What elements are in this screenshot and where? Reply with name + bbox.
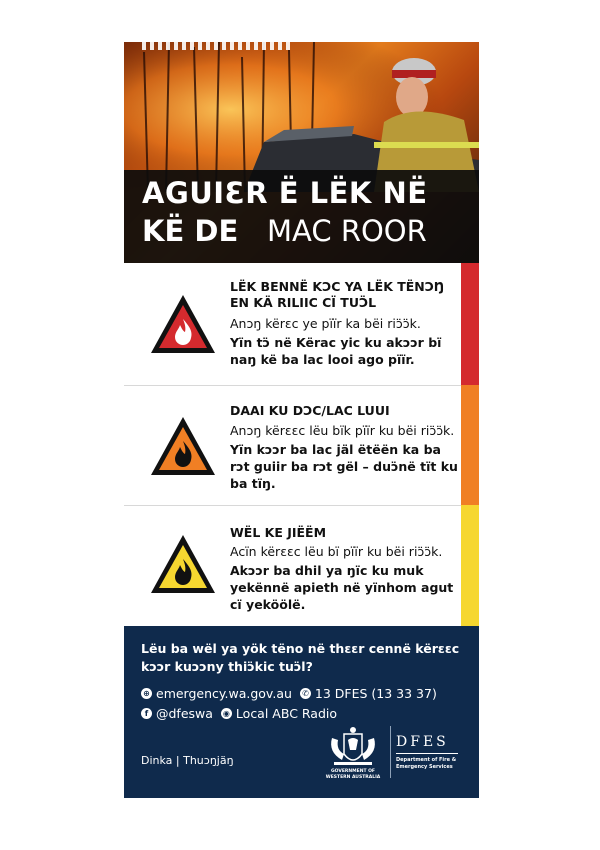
hero-title-line2-bold: KË DE (142, 214, 239, 248)
dfes-logo-rule (396, 753, 458, 754)
government-wa-label: GOVERNMENT OF WESTERN AUSTRALIA (325, 769, 381, 780)
warning-card (124, 42, 479, 798)
radio-icon: ◉ (221, 708, 232, 719)
level-action: Yïn kɔɔr ba lac jäl ëtëën ka ba rɔt guiir ba rɔt gël – duɔ̈në tït ku ba tïŋ. (230, 442, 458, 491)
info-footer (124, 626, 479, 798)
level-heading: WËL KE JIËËM (230, 525, 327, 540)
level-color-bar (461, 263, 479, 385)
facebook-handle[interactable]: @dfeswa (156, 706, 213, 721)
logo-divider (390, 726, 391, 778)
level-heading: LËK BENNË KƆC YA LËK TËNƆŊ EN KÄ RILIIC CÏ TUƆ̈L (230, 279, 445, 310)
website-link[interactable]: emergency.wa.gov.au (156, 686, 292, 701)
level-description: Anɔŋ kërɛɛc lëu bïk pïïr ku bëi riɔ̈ɔ̈k. (230, 423, 455, 438)
footer-question: Lëu ba wël ya yök tëno në thɛɛr cennë kërɛɛc kɔɔr kuɔɔny thiɔ̈kic tuɔ̈l? (141, 641, 460, 674)
fire-triangle-red-icon (149, 293, 217, 355)
level-emergency-warning (124, 263, 479, 386)
website-row[interactable] (141, 686, 437, 701)
level-action: Akɔɔr ba dhil ya ŋïc ku muk yekënnë apieth në yïnhom agut cï yeköölë. (230, 563, 454, 612)
level-watch-and-act (124, 385, 479, 506)
globe-icon: ⊕ (141, 688, 152, 699)
language-label: Dinka | Thuɔŋjäŋ (141, 754, 234, 767)
hero-banner (124, 42, 479, 263)
level-heading: DAAI KU DƆC/LAC LUUI (230, 403, 390, 418)
fire-triangle-yellow-icon (149, 533, 217, 595)
social-row (141, 706, 337, 721)
level-color-bar (461, 505, 479, 626)
hero-title-line1: AGUIƐR Ë LËK NË (142, 176, 428, 210)
level-description: Anɔŋ kërɛc ye pïïr ka bëi riɔ̈ɔ̈k. (230, 316, 421, 331)
phone-number[interactable]: 13 DFES (13 33 37) (314, 686, 437, 701)
dfes-logo: DFES (396, 734, 449, 750)
level-description: Acïn kërɛɛc lëu bï pïïr ku bëi riɔ̈ɔ̈k. (230, 544, 443, 559)
level-color-bar (461, 385, 479, 505)
hero-title-line2-light: MAC ROOR (267, 214, 427, 248)
level-action: Yïn tɔ̈ në Kërac yic ku akɔɔr bï naŋ kë ba lac looi ago pïïr. (230, 335, 442, 367)
hatch-stripes (142, 42, 292, 50)
phone-icon: ✆ (300, 688, 311, 699)
radio-station: Local ABC Radio (235, 706, 338, 721)
facebook-icon: f (141, 708, 152, 719)
level-advice (124, 505, 479, 626)
fire-triangle-orange-icon (149, 415, 217, 477)
dfes-subtitle: Department of Fire & Emergency Services (396, 757, 457, 770)
